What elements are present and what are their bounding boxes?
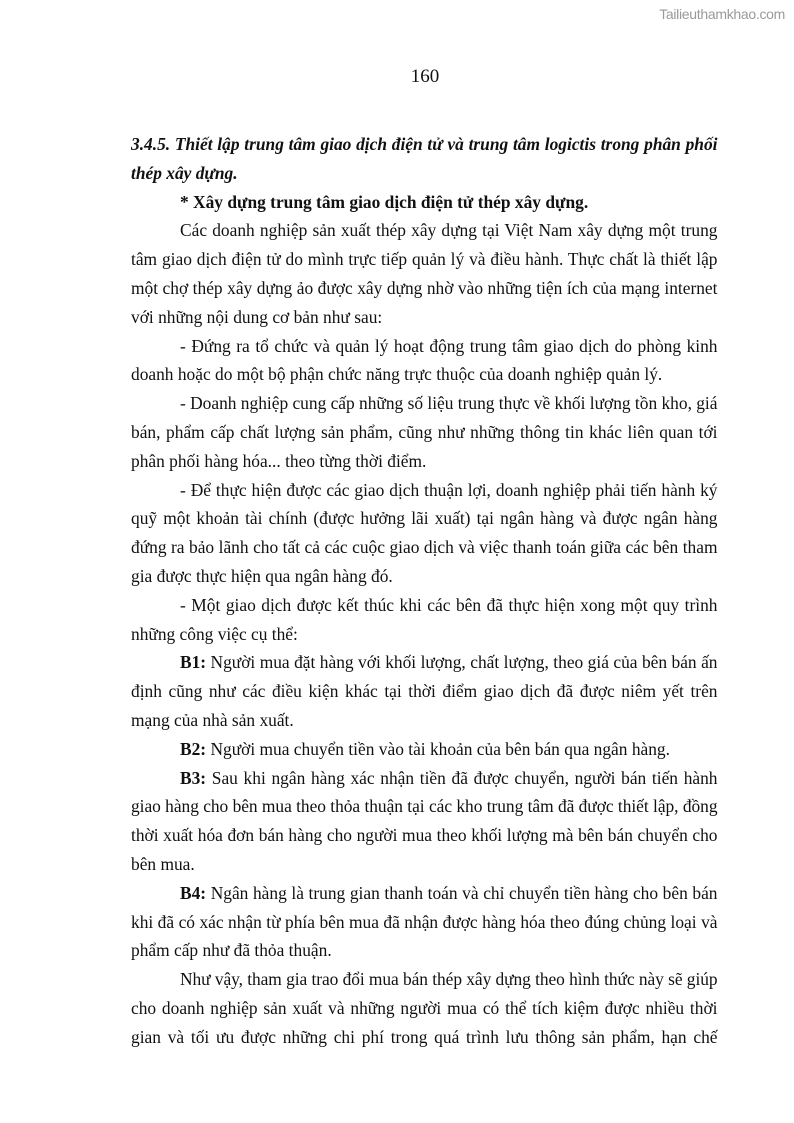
step-label: B2: xyxy=(180,738,207,759)
line-text: doanh hoặc do một bộ phận chức năng trực thuộc của doanh nghiệp quản lý. xyxy=(131,364,663,385)
line-text: quỹ một khoản tài chính (được hưởng lãi xuất) tại ngân hàng và được ngân hàng xyxy=(131,508,718,529)
text-line xyxy=(131,706,718,735)
text-line xyxy=(131,620,718,649)
text-line xyxy=(131,821,718,850)
line-text: - Một giao dịch được kết thúc khi các bên đã thực hiện xong một quy trình xyxy=(180,594,718,615)
line-text: phân phối hàng hóa... theo từng thời điểm. xyxy=(131,450,427,471)
text-line xyxy=(131,735,718,764)
text-line xyxy=(131,245,718,274)
subsection-heading xyxy=(131,188,718,217)
line-text: * Xây dựng trung tâm giao dịch điện tử thép xây dựng. xyxy=(180,191,589,212)
text-line xyxy=(131,879,718,908)
text-line xyxy=(131,476,718,505)
paragraph xyxy=(131,965,718,1051)
line-text: - Đứng ra tổ chức và quản lý hoạt động trung tâm giao dịch do phòng kinh xyxy=(180,335,718,356)
text-line xyxy=(131,332,718,361)
paragraph xyxy=(131,591,718,649)
watermark: Tailieuthamkhao.com xyxy=(659,6,785,22)
line-text: Như vậy, tham gia trao đổi mua bán thép xây dựng theo hình thức này sẽ giúp xyxy=(180,969,718,990)
step-paragraph xyxy=(131,648,718,734)
document-body xyxy=(131,130,718,1052)
text-line xyxy=(131,764,718,793)
line-text: Người mua đặt hàng với khối lượng, chất lượng, theo giá của bên bán ấn xyxy=(206,652,718,673)
text-line xyxy=(131,303,718,332)
line-text: bên mua. xyxy=(131,853,195,874)
text-line xyxy=(131,677,718,706)
line-text: khi đã có xác nhận từ phía bên mua đã nhận được hàng hóa theo đúng chủng loại và xyxy=(131,911,718,932)
text-line xyxy=(131,908,718,937)
text-line xyxy=(131,994,718,1023)
step-paragraph xyxy=(131,879,718,965)
line-text: cho doanh nghiệp sản xuất và những người mua có thể tích kiệm được nhiều thời xyxy=(131,997,718,1018)
line-text: gia được thực hiện qua ngân hàng đó. xyxy=(131,565,393,586)
text-line xyxy=(131,418,718,447)
line-text: đứng ra bảo lãnh cho tất cả các cuộc giao dịch và việc thanh toán giữa các bên tham xyxy=(131,537,718,558)
line-text: định cũng như các điều kiện khác tại thời điểm giao dịch đã được niêm yết trên xyxy=(131,681,718,702)
section-heading xyxy=(131,130,718,188)
line-text: - Doanh nghiệp cung cấp những số liệu trung thực về khối lượng tồn kho, giá xyxy=(180,393,718,414)
text-line xyxy=(131,648,718,677)
text-line xyxy=(131,188,718,217)
line-text: Ngân hàng là trung gian thanh toán và chỉ chuyển tiền hàng cho bên bán xyxy=(206,882,718,903)
text-line xyxy=(131,360,718,389)
text-line xyxy=(131,792,718,821)
line-text: gian và tối ưu được những chi phí trong quá trình lưu thông sản phẩm, hạn chế xyxy=(131,1026,718,1047)
line-text: mạng của nhà sản xuất. xyxy=(131,709,294,730)
line-text: - Để thực hiện được các giao dịch thuận lợi, doanh nghiệp phải tiến hành ký xyxy=(180,479,718,500)
paragraph xyxy=(131,476,718,591)
text-line xyxy=(131,130,718,159)
text-line xyxy=(131,591,718,620)
text-line xyxy=(131,447,718,476)
line-text: Người mua chuyển tiền vào tài khoản của bên bán qua ngân hàng. xyxy=(206,738,670,759)
text-line xyxy=(131,850,718,879)
step-label: B3: xyxy=(180,767,207,788)
line-text: một chợ thép xây dựng ảo được xây dựng nhờ vào những tiện ích của mạng internet xyxy=(131,277,718,298)
text-line xyxy=(131,936,718,965)
step-paragraph xyxy=(131,735,718,764)
line-text: 3.4.5. Thiết lập trung tâm giao dịch điện tử và trung tâm logictis trong phân phối xyxy=(131,134,718,154)
step-paragraph xyxy=(131,764,718,879)
line-text: tâm giao dịch điện tử do mình trực tiếp quản lý và điều hành. Thực chất là thiết lập xyxy=(131,249,718,270)
line-text: Sau khi ngân hàng xác nhận tiền đã được chuyển, người bán tiến hành xyxy=(206,767,718,788)
page-number: 160 xyxy=(410,66,440,87)
line-text: thép xây dựng. xyxy=(131,162,238,183)
text-line xyxy=(131,274,718,303)
text-line xyxy=(131,965,718,994)
text-line xyxy=(131,1023,718,1052)
text-line xyxy=(131,533,718,562)
paragraph xyxy=(131,216,718,331)
text-line xyxy=(131,504,718,533)
line-text: thời xuất hóa đơn bán hàng cho người mua theo khối lượng mà bên bán chuyển cho xyxy=(131,825,718,846)
line-text: bán, phẩm cấp chất lượng sản phẩm, cũng như những thông tin khác liên quan tới xyxy=(131,421,718,442)
line-text: Các doanh nghiệp sản xuất thép xây dựng tại Việt Nam xây dựng một trung xyxy=(180,220,718,241)
step-label: B4: xyxy=(180,882,207,903)
line-text: giao hàng cho bên mua theo thỏa thuận tại các kho trung tâm đã được thiết lập, đồng xyxy=(131,796,718,817)
paragraph xyxy=(131,389,718,475)
line-text: với những nội dung cơ bản như sau: xyxy=(131,306,383,327)
text-line xyxy=(131,159,718,188)
step-label: B1: xyxy=(180,652,207,673)
line-text: phẩm cấp như đã thỏa thuận. xyxy=(131,940,332,961)
text-line xyxy=(131,216,718,245)
text-line xyxy=(131,562,718,591)
text-line xyxy=(131,389,718,418)
line-text: những công việc cụ thể: xyxy=(131,623,298,644)
paragraph xyxy=(131,332,718,390)
